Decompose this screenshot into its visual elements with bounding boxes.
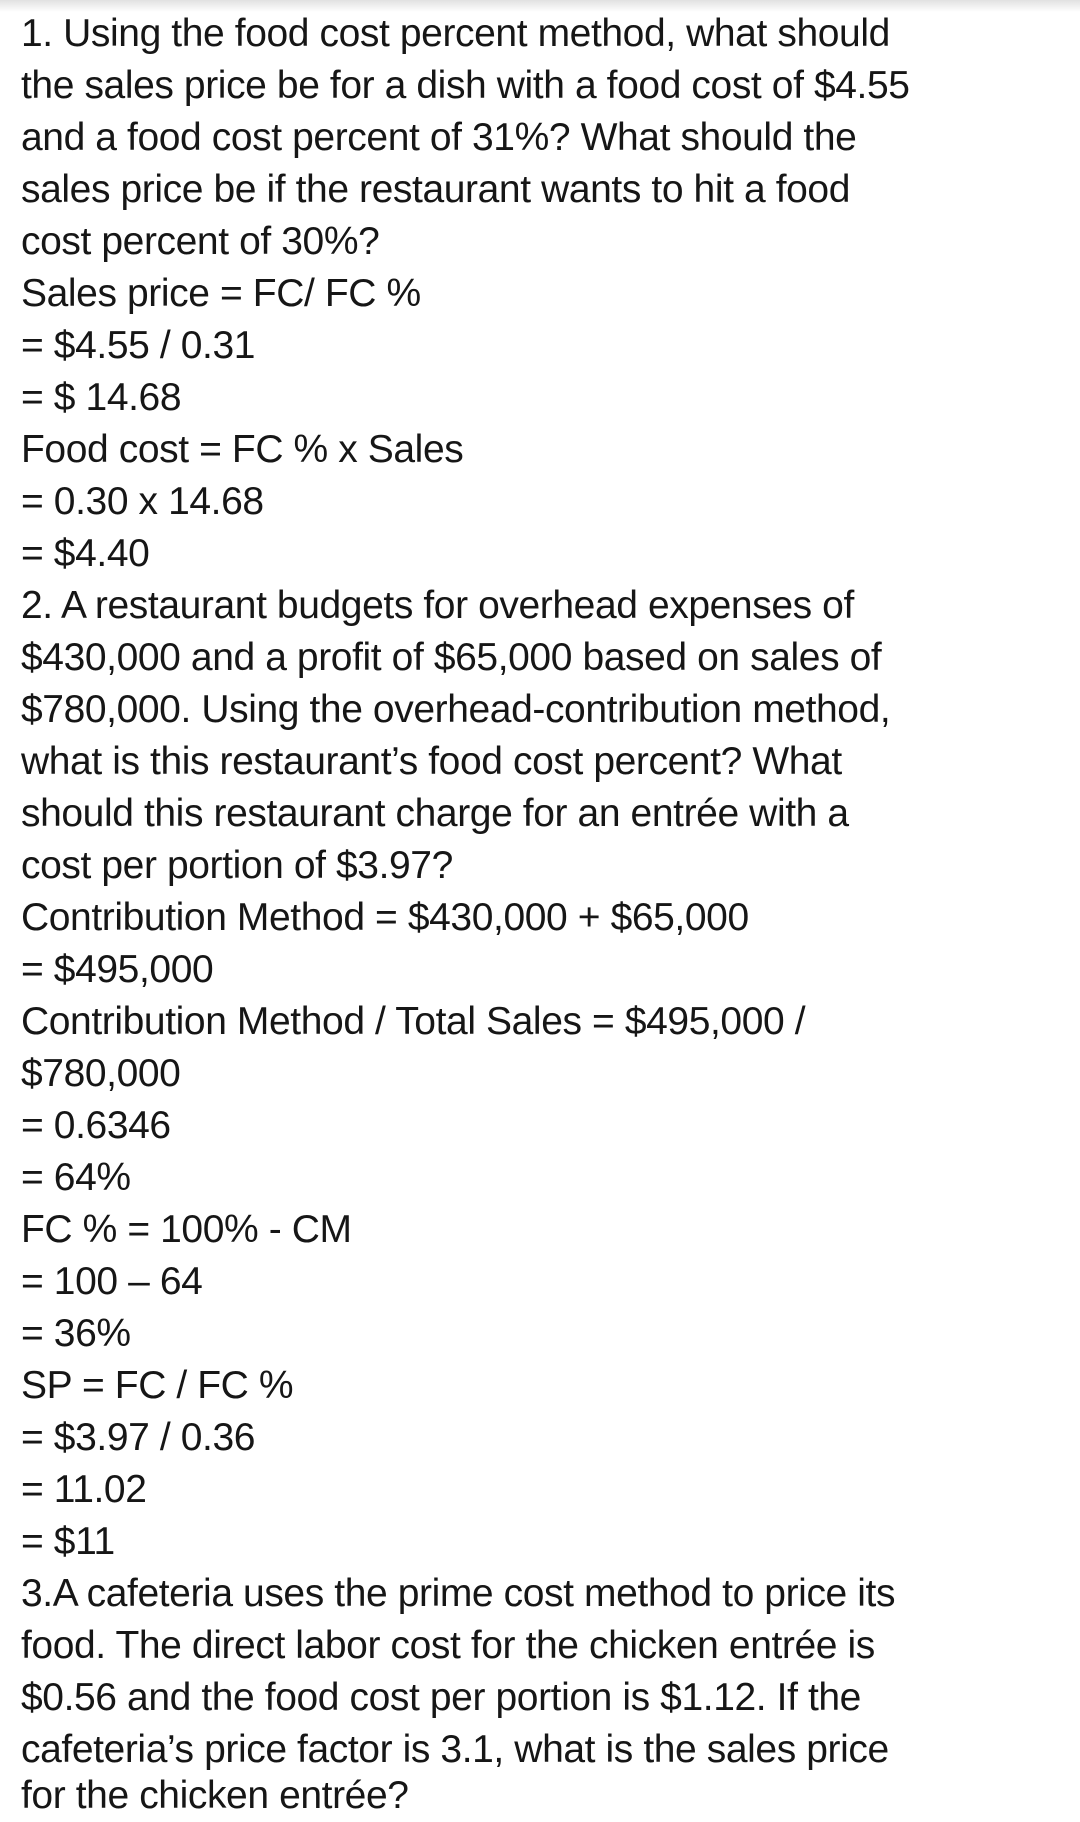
text-line: SP = FC / FC % (21, 1364, 294, 1407)
text-line: = $495,000 (21, 948, 214, 991)
text-line: the sales price be for a dish with a food cost of $4.55 (21, 64, 910, 107)
text-line: = 64% (21, 1156, 131, 1199)
text-line: cost percent of 30%? (21, 220, 380, 263)
text-line: = $ 14.68 (21, 376, 182, 419)
text-line: = $11 (21, 1520, 115, 1563)
text-line: food. The direct labor cost for the chicken entrée is (21, 1624, 875, 1667)
text-line: = $4.55 / 0.31 (21, 324, 256, 367)
text-line: 1. Using the food cost percent method, what should (21, 12, 890, 55)
text-line: for the chicken entrée? (21, 1774, 409, 1817)
text-line: = 36% (21, 1312, 131, 1355)
text-line: = $3.97 / 0.36 (21, 1416, 256, 1459)
text-line: $430,000 and a profit of $65,000 based on sales of (21, 636, 882, 679)
text-line: = 11.02 (21, 1468, 147, 1511)
text-line: Food cost = FC % x Sales (21, 428, 464, 471)
text-line: Sales price = FC/ FC % (21, 272, 421, 315)
text-line: 3.A cafeteria uses the prime cost method to price its (21, 1572, 896, 1615)
text-line: what is this restaurant’s food cost percent? What (21, 740, 842, 783)
text-line: = $4.40 (21, 532, 150, 575)
text-line: = 0.6346 (21, 1104, 171, 1147)
text-line: = 100 – 64 (21, 1260, 203, 1303)
text-line: $780,000 (21, 1052, 181, 1095)
text-line: cafeteria’s price factor is 3.1, what is the sales price (21, 1728, 889, 1771)
text-line: should this restaurant charge for an entrée with a (21, 792, 849, 835)
text-line: $0.56 and the food cost per portion is $1.12. If the (21, 1676, 861, 1719)
text-line: sales price be if the restaurant wants to hit a food (21, 168, 851, 211)
text-line: Contribution Method = $430,000 + $65,000 (21, 896, 749, 939)
text-line: FC % = 100% - CM (21, 1208, 352, 1251)
text-line: cost per portion of $3.97? (21, 844, 453, 887)
document-text (21, 8, 1074, 1822)
text-line: = 0.30 x 14.68 (21, 480, 264, 523)
text-line: and a food cost percent of 31%? What should the (21, 116, 857, 159)
text-line: $780,000. Using the overhead-contribution method, (21, 688, 891, 731)
text-line: 2. A restaurant budgets for overhead expenses of (21, 584, 854, 627)
text-line: Contribution Method / Total Sales = $495,000 / (21, 1000, 806, 1043)
